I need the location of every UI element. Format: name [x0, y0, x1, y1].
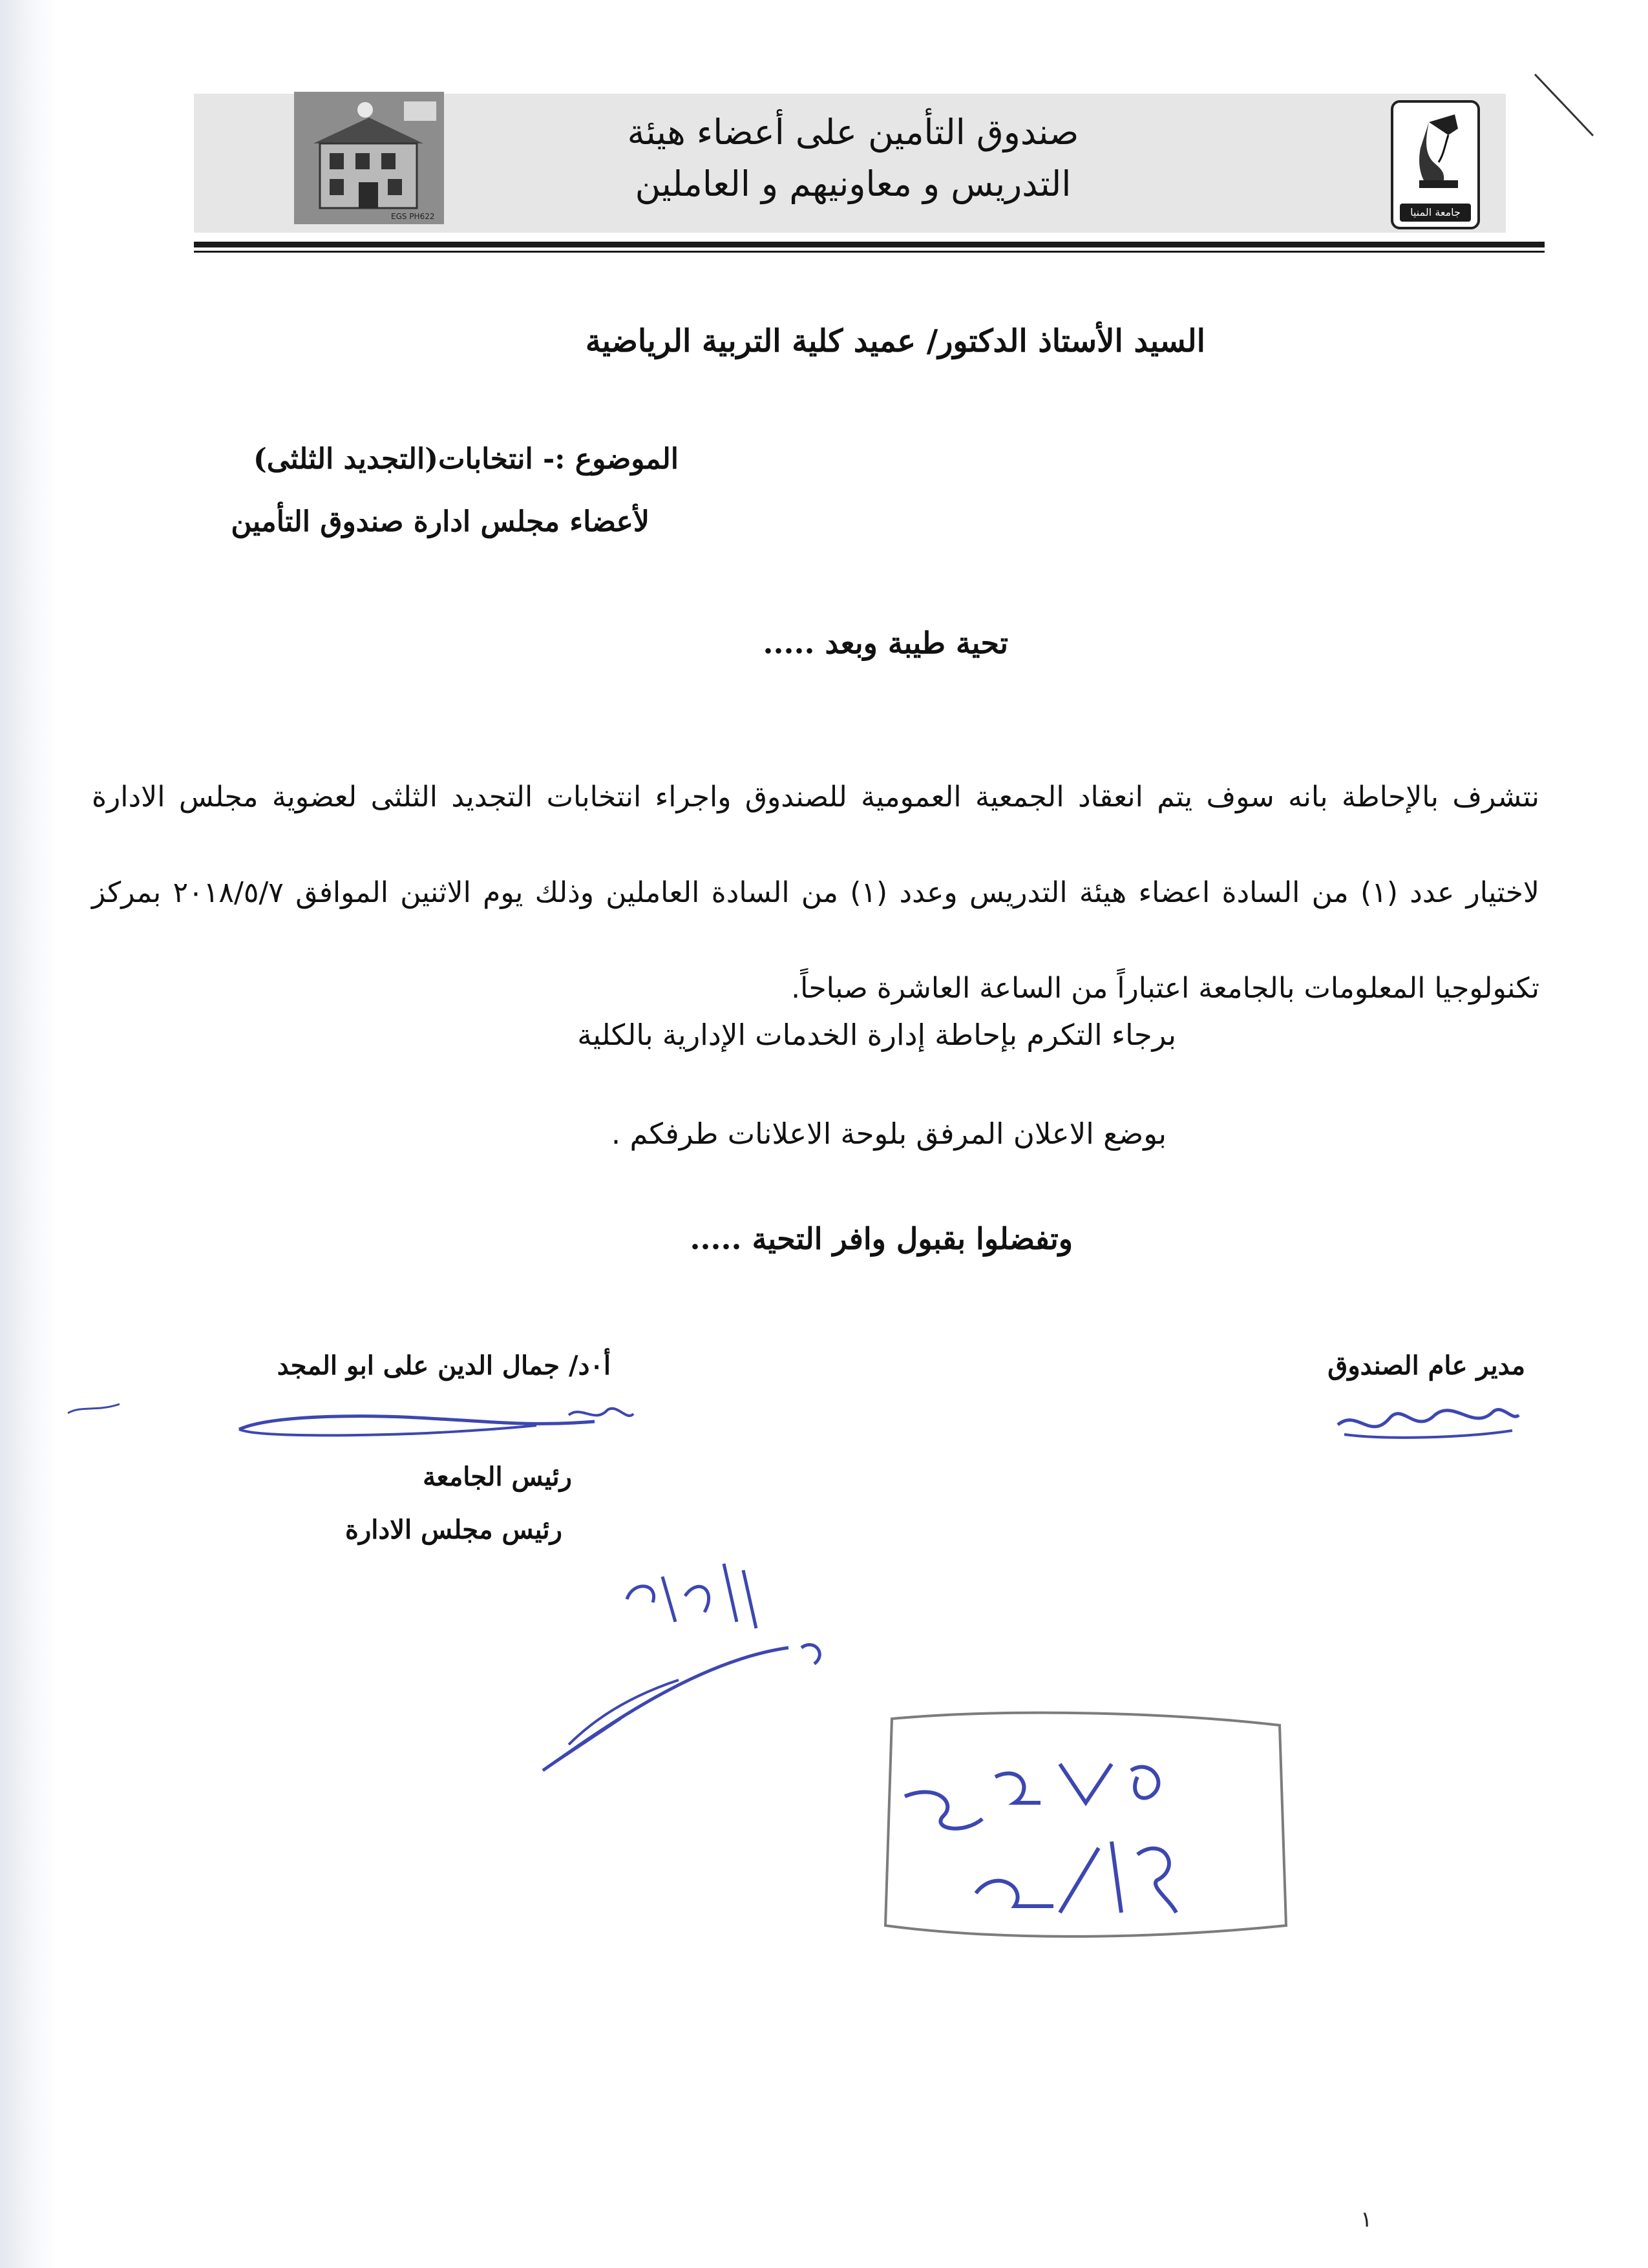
building-logo — [294, 92, 444, 224]
closing-line: وتفضلوا بقبول وافر التحية ..... — [690, 1221, 1073, 1256]
header-divider-thick — [194, 242, 1545, 247]
president-name: أ٠د/ جمال الدين على ابو المجد — [277, 1350, 611, 1381]
corner-pen-mark — [1532, 71, 1596, 142]
received-stamp — [866, 1706, 1293, 1951]
margin-mark — [65, 1399, 123, 1418]
page-number: ١ — [1360, 2207, 1373, 2232]
subject-line-1: الموضوع :- انتخابات(التجديد الثلثى) — [253, 443, 679, 476]
logo-caption: EGS PH622 — [391, 212, 435, 221]
building-icon — [294, 92, 444, 224]
body-paragraph: نتشرف بالإحاطة بانه سوف يتم انعقاد الجمعية العمومية للصندوق واجراء انتخابات التجديد الثلثى لعضوية مجلس الادارة لاختيار عدد (١) من السادة اعضاء هيئة التدريس وعدد (١) من السادة العاملين وذلك يوم الاثنين الموافق ٢٠١٨/٥/٧ بمركز تكنولوجيا المعلومات بالجامعة اعتباراً من الساعة العاشرة صباحاً. — [92, 781, 1539, 1005]
president-title: رئيس الجامعة — [423, 1462, 572, 1492]
letterhead-title-line-2: التدريس و معاونيهم و العاملين — [635, 163, 1072, 204]
university-logo-plate — [1400, 204, 1471, 222]
request-line-1: برجاء التكرم بإحاطة إدارة الخدمات الإدارية بالكلية — [577, 1018, 1176, 1052]
university-logo — [1391, 100, 1480, 229]
nefertiti-icon — [1393, 103, 1477, 200]
board-chair-title: رئيس مجلس الادارة — [345, 1515, 562, 1545]
president-signature — [233, 1396, 646, 1447]
university-logo-label: جامعة المنيا — [1410, 206, 1461, 218]
header-divider-thin — [194, 251, 1545, 253]
addressee: السيد الأستاذ الدكتور/ عميد كلية التربية الرياضية — [585, 323, 1205, 359]
letterhead-title-line-1: صندوق التأمين على أعضاء هيئة — [627, 112, 1079, 152]
fund-director-signature — [1331, 1389, 1525, 1447]
request-line-2: بوضع الاعلان المرفق بلوحة الاعلانات طرفكم . — [611, 1117, 1167, 1151]
handwritten-annotation — [530, 1551, 892, 1783]
greeting: تحية طيبة وبعد ..... — [763, 625, 1008, 660]
letterhead-title — [491, 107, 1215, 210]
subject-line-2: لأعضاء مجلس ادارة صندوق التأمين — [231, 505, 650, 538]
scan-edge-shadow — [0, 0, 58, 2268]
fund-director-title: مدير عام الصندوق — [1327, 1350, 1525, 1381]
